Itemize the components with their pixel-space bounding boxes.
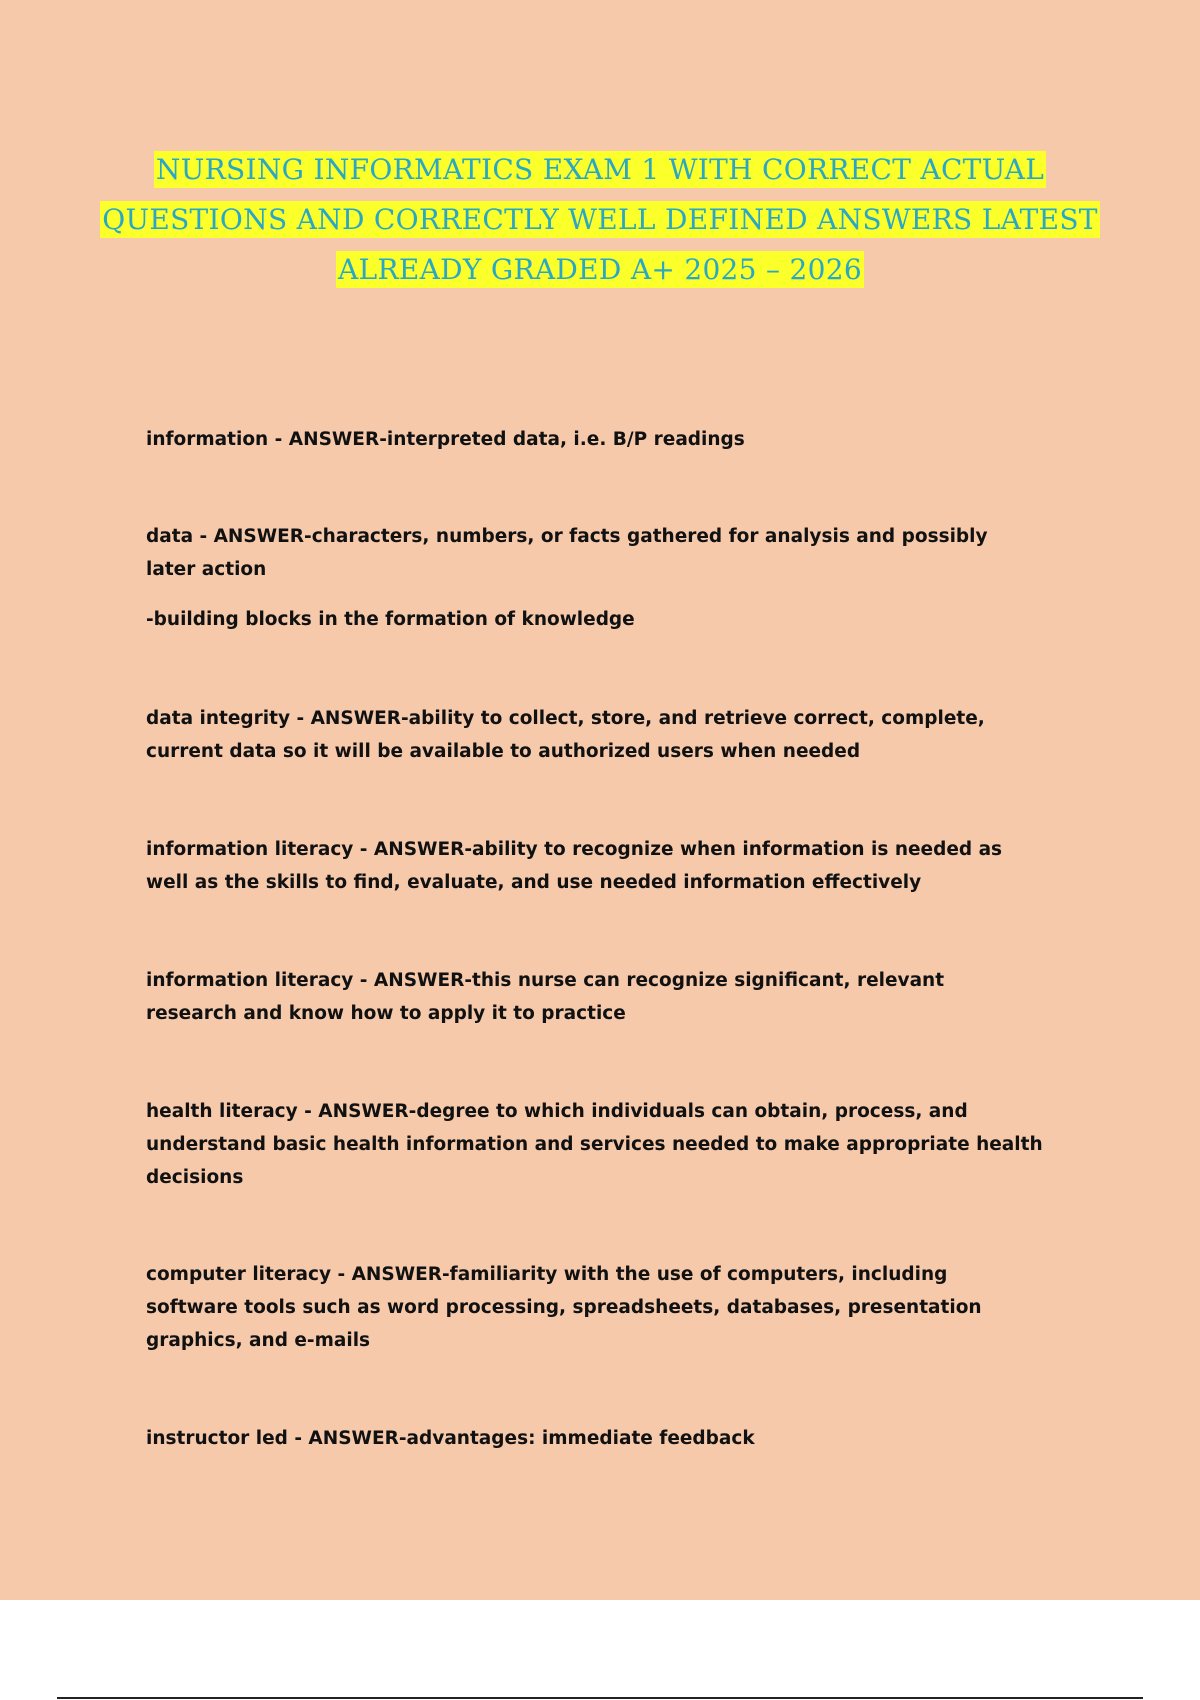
qa-entry: information literacy - ANSWER-ability to recognize when information is needed as well as the skills to find, evaluate, and use needed information effectively [146, 839, 1003, 893]
qa-entry: data integrity - ANSWER-ability to collect, store, and retrieve correct, complete, current data so it will be available to authorized users when needed [146, 708, 985, 762]
document-title [0, 145, 1200, 295]
qa-entry: instructor led - ANSWER-advantages: immediate feedback [146, 1428, 755, 1449]
title-line: NURSING INFORMATICS EXAM 1 WITH CORRECT ACTUAL [155, 153, 1045, 186]
qa-entry: data - ANSWER-characters, numbers, or facts gathered for analysis and possibly later action [146, 526, 988, 580]
qa-entry: information - ANSWER-interpreted data, i.e. B/P readings [146, 429, 745, 450]
qa-entry: information literacy - ANSWER-this nurse can recognize significant, relevant research and know how to apply it to practice [146, 970, 945, 1024]
footer-divider [57, 1697, 1143, 1699]
title-line: QUESTIONS AND CORRECTLY WELL DEFINED ANSWERS LATEST [102, 203, 1098, 236]
qa-entry: computer literacy - ANSWER-familiarity with the use of computers, including software tools such as word processing, spreadsheets, databases, presentation graphics, and e-mails [146, 1264, 982, 1351]
qa-entry: health literacy - ANSWER-degree to which individuals can obtain, process, and understand basic health information and services needed to make appropriate health decisions [146, 1101, 1043, 1188]
title-line: ALREADY GRADED A+ 2025 – 2026 [338, 253, 862, 286]
qa-entry: -building blocks in the formation of knowledge [146, 609, 635, 630]
